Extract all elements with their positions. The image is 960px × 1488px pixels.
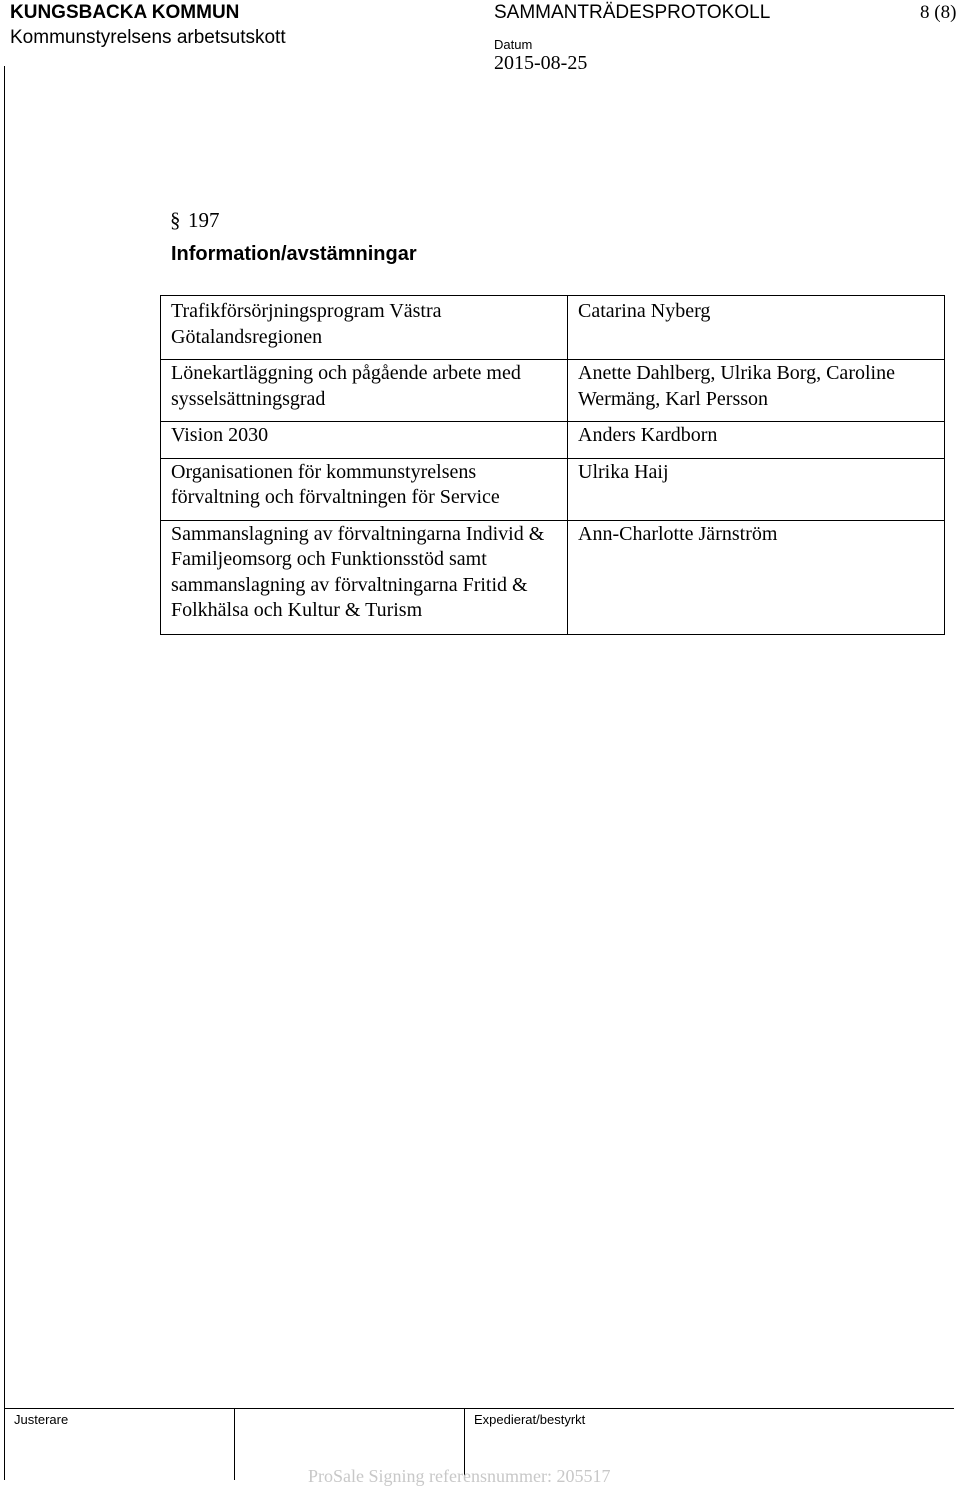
- topic-cell: Lönekartläggning och pågående arbete med sysselsättningsgrad: [161, 360, 568, 422]
- topic-cell: Organisationen för kommunstyrelsens förvaltning och förvaltningen för Service: [161, 458, 568, 520]
- information-table: [160, 295, 945, 635]
- signing-reference-watermark: ProSale Signing referensnummer: 205517: [308, 1466, 611, 1486]
- presenter-cell: Ulrika Haij: [568, 458, 945, 520]
- table-row: [161, 422, 945, 459]
- footer-rule: [4, 1408, 954, 1409]
- page-number: 8 (8): [920, 2, 957, 23]
- section-symbol: §: [170, 208, 181, 232]
- table-row: [161, 296, 945, 360]
- left-margin-rule: [4, 66, 5, 1480]
- meeting-date: 2015-08-25: [494, 52, 588, 74]
- presenter-cell: Catarina Nyberg: [568, 296, 945, 360]
- topic-cell: Trafikförsörjningsprogram Västra Götalandsregionen: [161, 296, 568, 360]
- expedierat-label: Expedierat/bestyrkt: [474, 1412, 586, 1427]
- topic-cell: Vision 2030: [161, 422, 568, 459]
- presenter-cell: Anette Dahlberg, Ulrika Borg, Caroline Wermäng, Karl Persson: [568, 360, 945, 422]
- footer-divider: [234, 1408, 235, 1480]
- topic-cell: Sammanslagning av förvaltningarna Individ & Familjeomsorg och Funktionsstöd samt sammanslagning av förvaltningarna Fritid & Folkhälsa och Kultur & Turism: [161, 520, 568, 634]
- organization-name: KUNGSBACKA KOMMUN: [10, 2, 240, 23]
- presenter-cell: Ann-Charlotte Järnström: [568, 520, 945, 634]
- table-row: [161, 458, 945, 520]
- table-row: [161, 520, 945, 634]
- section-number: 197: [188, 208, 220, 232]
- document-type: SAMMANTRÄDESPROTOKOLL: [494, 2, 771, 23]
- table-row: [161, 360, 945, 422]
- committee-name: Kommunstyrelsens arbetsutskott: [10, 27, 286, 48]
- justerare-label: Justerare: [14, 1412, 69, 1427]
- date-label: Datum: [494, 37, 533, 52]
- section-title: Information/avstämningar: [171, 243, 417, 265]
- presenter-cell: Anders Kardborn: [568, 422, 945, 459]
